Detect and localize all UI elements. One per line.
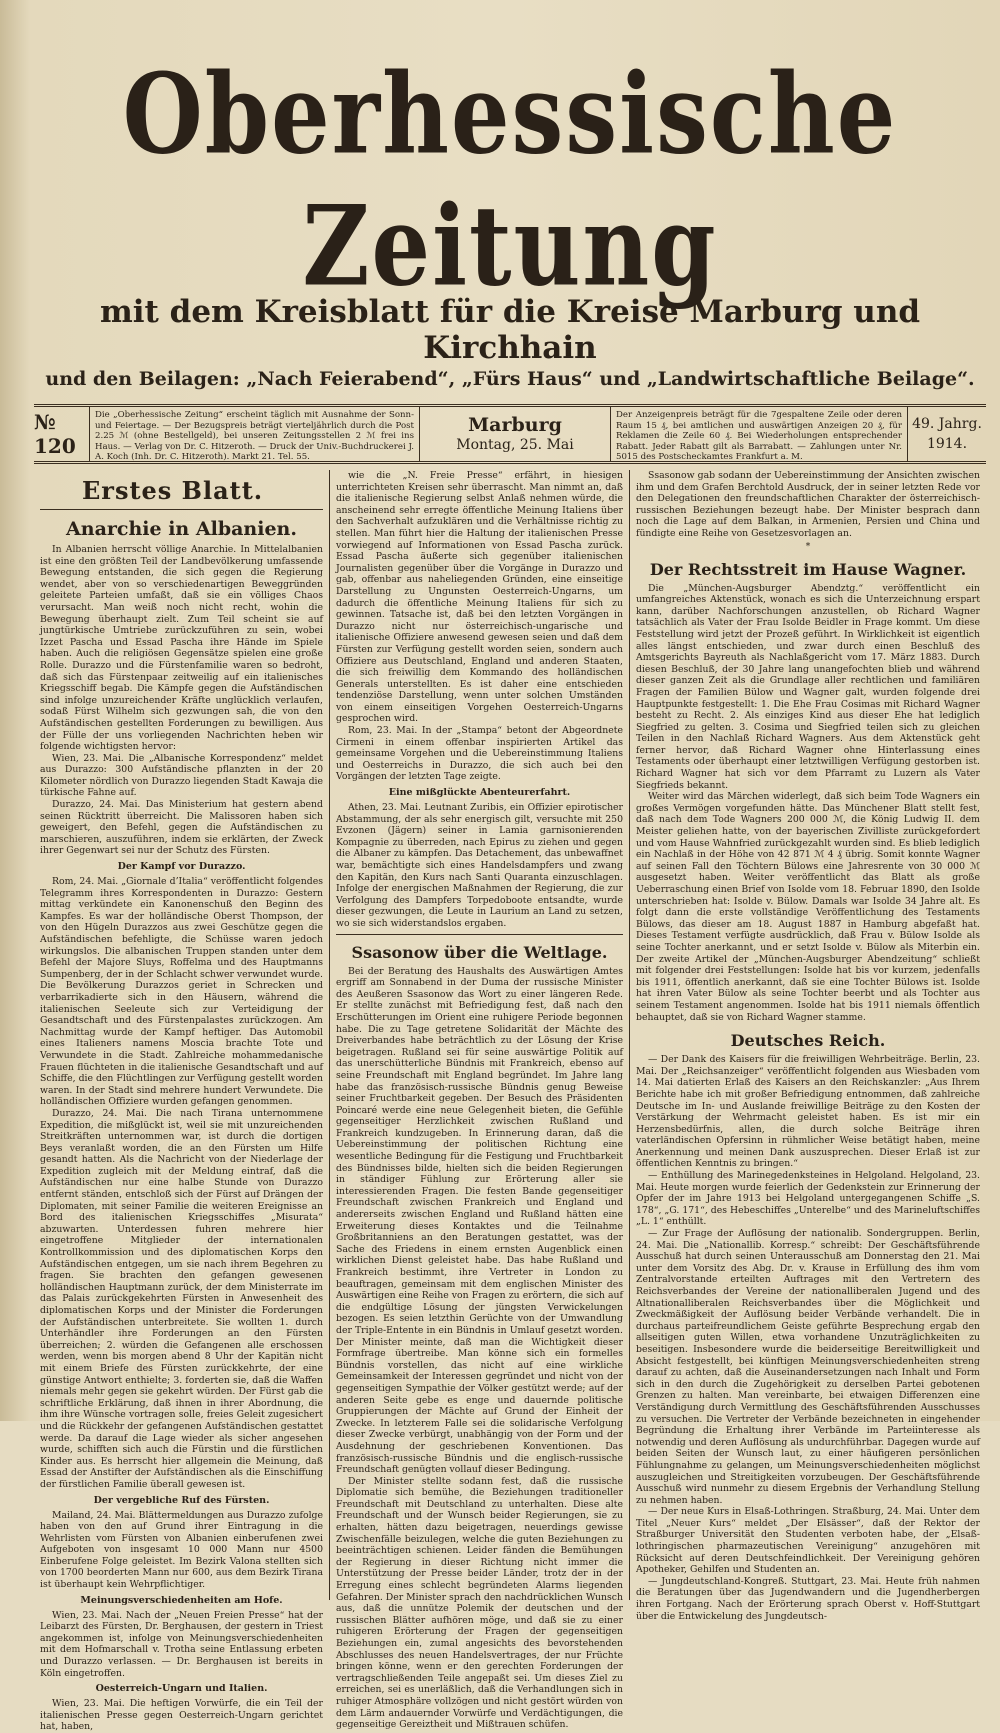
info-bar [34,404,986,464]
column-3 [630,470,986,1622]
article-paragraph: Rom, 24. Mai. „Giornale d’Italia“ veröffentlicht folgendes Telegramm ihres Korrespondenten in Durazzo: Gestern mittag verkündete ein Kanonenschuß den Beginn des Kampfes. Es war der holländische Oberst Thompson, der von den Hügeln Durazzos aus zwei Geschütze gegen die Aufständischen befehligte, die Schüsse waren jedoch wirkungslos. Die albanischen Truppen standen unter dem Befehl der Majore Sluys, Roffelma und des Hauptmanns Sumpenberg, der in der Schlacht schwer verwundet wurde. Die Bevölkerung Durazzos geriet in Schrecken und verbarrikadierte sich in den Häusern, während die italienischen Seeleute sich zur Verteidigung der Gesandtschaft und des Fürstenpalastes zurückzogen. Am Nachmittag wurde der Kampf heftiger. Das Automobil eines Italieners namens Moscia brachte Tote und Verwundete in die Stadt. Zahlreiche mohammedanische Frauen flüchteten in die italienische Gesandtschaft und auf Schiffe, die den Flüchtlingen zur Verfügung gestellt worden waren. In der Stadt sind mehrere hundert Verwundete. Die holländischen Offiziere wurden gefangen genommen. [40,876,323,1108]
article-paragraph: Durazzo, 24. Mai. Das Ministerium hat gestern abend seinen Rücktritt überreicht. Die Malissoren haben sich geweigert, den Befehl, gegen die Aufständischen zu marschieren, auszuführen, indem sie erklärten, der Zweck ihrer Gegenwart sei nur der Schutz des Fürsten. [40,799,323,857]
subscription-notice: Die „Oberhessische Zeitung“ erscheint täglich mit Ausnahme der Sonn- und Feiertage. — Der Bezugspreis beträgt vierteljährlich durch die Post 2.25 ℳ (ohne Bestellgeld), bei unseren Zeitungsstellen 2 ℳ frei ins Haus. — Verlag von Dr. C. Hitzeroth. — Druck der Univ.-Buchdruckerei J. A. Koch (Inh. Dr. C. Hitzeroth). Markt 21. Tel. 55. [90,407,420,461]
column-2 [330,470,630,1731]
article-paragraph: — Der neue Kurs in Elsaß-Lothringen. Straßburg, 24. Mai. Unter dem Titel „Neuer Kurs“ meldet „Der Elsässer“, daß der Rektor der Straßburger Universität den Studenten verboten habe, der „Elsaß-lothringischen pharmazeutischen Vereinigung“ anzugehören mit Rücksicht auf deren Deutschfeindlichkeit. Der Vereinigung gehören Apotheker, Gehilfen und Studenten an. [636,1506,980,1576]
article-paragraph: — Der Dank des Kaisers für die freiwilligen Wehrbeiträge. Berlin, 23. Mai. Der „Reichsanzeiger“ veröffentlicht folgenden aus Wiesbaden vom 14. Mai datierten Erlaß des Kaisers an den Reichskanzler: „Aus Ihrem Berichte habe ich mit großer Befriedigung entnommen, daß zahlreiche Deutsche im In- und Auslande freiwillige Beiträge zu den Kosten der Verstärkung der Wehrmacht geleistet haben. Es ist mir ein Herzensbedürfnis, allen, die durch solche Beiträge ihren vaterländischen Opfersinn in rühmlicher Weise betätigt haben, meine Anerkennung und meinen Dank auszusprechen. Dieser Erlaß ist zur öffentlichen Kenntnis zu bringen.“ [636,1054,980,1170]
article-paragraph: Ssasonow gab sodann der Uebereinstimmung der Ansichten zwischen ihm und dem Grafen Berchtold Ausdruck, der in seiner letzten Rede vor den Delegationen den freundschaftlichen Charakter der österreichisch-russischen Beziehungen bezeugt habe. Der Minister besprach dann noch die Lage auf dem Balkan, in Armenien, Persien und China und fündigte eine Reihe von Gesetzesvorlagen an. [636,470,980,539]
article-paragraph: In Albanien herrscht völlige Anarchie. In Mittelalbanien ist eine den größten Teil der Landbevölkerung umfassende Bewegung entstanden, die sich gegen die Regierung wendet, aber von so verschiedenartigen Beweggründen geleitete Parteien umfaßt, daß sie ein völliges Chaos verursacht. Man weiß noch nicht recht, wohin die Bewegung überhaupt zielt. Zum Teil scheint sie auf jungtürkische Umtriebe zurückzuführen zu sein, wobei Izzet Pascha und Essad Pascha ihre Hände im Spiele haben. Auch die religiösen Gegensätze spielen eine große Rolle. Durazzo und die Fürstenfamilie waren so bedroht, daß sich das Fürstenpaar zeitweilig auf ein italienisches Kriegsschiff begab. Die Kämpfe gegen die Aufständischen sind infolge unzureichender Kräfte unglücklich verlaufen, sodaß Fürst Wilhelm sich gezwungen sah, die von den Aufständischen gestellten Forderungen zu bewilligen. Aus der Fülle der uns vorliegenden Nachrichten heben wir folgende wichtigsten hervor: [40,544,323,753]
article-paragraph: Mailand, 24. Mai. Blättermeldungen aus Durazzo zufolge haben von den auf Grund ihrer Eintragung in die Wehrlisten vom Fürsten von Albanien einberufenen zwei Aufgeboten von insgesamt 10 000 Mann nur 4500 Einberufene Folge geleistet. Im Bezirk Valona stellten sich von 1700 beorderten Mann nur 600, aus dem Bezirk Tirana ist überhaupt kein Wehrpflichtiger. [40,1509,323,1591]
divider [336,934,623,935]
masthead-title: Oberhessische Zeitung [122,49,898,311]
publication-date: Montag, 25. Mai [456,437,574,453]
article-paragraph: Wien, 23. Mai. Die heftigen Vorwürfe, die ein Teil der italienischen Presse gegen Oesterreich-Ungarn gerichtet hat, haben, [40,1698,323,1733]
article-paragraph: Durazzo, 24. Mai. Die nach Tirana unternommene Expedition, die mißglückt ist, weil sie mit unzureichenden Streitkräften unternommen war, ist durch die dortigen Beys veranlaßt worden, die an den Fürsten um Hilfe gesandt hatten. Als die Nachricht von der Niederlage der Expedition zugleich mit der Meldung eintraf, daß die Aufständischen nur eine halbe Stunde von Durazzo entfernt ständen, entschloß sich der Fürst auf Drängen der Diplomaten, mit seiner Familie die weiteren Ereignisse an Bord des italienischen Kriegsschiffes „Misurata“ abzuwarten. Unterdessen fuhren mehrere hier eingetroffene Mitglieder der internationalen Kontrollkommission und des diplomatischen Korps den Aufständischen entgegen, um sie nach ihrem Begehren zu fragen. Sie brachten den gefangen gewesenen holländischen Hauptmann zurück, der dem Ministerrate im das Palais zurückgekehrten Fürsten in Anwesenheit des diplomatischen Korps und der Minister die Forderungen der Aufständischen unterbreitete. Sie wollten 1. durch Unterhändler ihre Forderungen an den Fürsten überreichen; 2. würden die Gefangenen alle erschossen werden, wenn bis morgen abend 8 Uhr der Kapitän nicht mit einem Briefe des Fürsten zurückkehrte, der eine günstige Antwort enthielte; 3. forderten sie, daß die Waffen niemals mehr gegen sie gekehrt würden. Der Fürst gab die schriftliche Erklärung, daß ihnen in ihrer Abordnung, die ihm ihre Wünsche vortragen solle, freies Geleit zugesichert und die Rückkehr der gefangenen Aufständischen gestattet werde. Da darauf die Lage wieder als sicher angesehen wurde, schifften sich auch die Fürstin und die fürstlichen Kinder aus. Es herrscht hier allgemein die Meinung, daß Essad der Anstifter der Aufständischen als die Einschiffung der fürstlichen Familie überall gewesen ist. [40,1107,323,1490]
headline-wagner: Der Rechtsstreit im Hause Wagner. [649,559,967,579]
headline-reich: Deutsches Reich. [730,1031,886,1051]
masthead-subtitle: mit dem Kreisblatt für die Kreise Marburg und Kirchhain [99,294,921,366]
volume-year [908,407,986,461]
article-paragraph: — Enthüllung des Marinegedenksteines in Helgoland. Helgoland, 23. Mai. Heute morgen wurde feierlich der Gedenkstein zur Erinnerung der Opfer der im Jahre 1913 bei Helgoland untergegangenen Schiffe „S. 178“, „G. 171“, des Hebeschiffes „Unterelbe“ und des Marineluftschiffes „L. 1“ enthüllt. [636,1170,980,1228]
subheading-call: Der vergebliche Ruf des Fürsten. [93,1494,270,1506]
subheading-fight: Der Kampf vor Durazzo. [117,861,246,873]
masthead-supplements: und den Beilagen: „Nach Feierabend“, „Fürs Haus“ und „Landwirtschaftliche Beilage“. [45,368,975,390]
article-paragraph: Bei der Beratung des Haushalts des Auswärtigen Amtes ergriff am Sonnabend in der Duma der russische Minister des Aeußeren Ssasonow das Wort zu einer längeren Rede. Er stellte zunächst mit Befriedigung fest, daß nach den Erschütterungen im Orient eine ruhigere Periode begonnen habe. Die zu Tage getretene Solidarität der Mächte des Dreiverbandes habe beträchtlich zu der Lösung der Krise beigetragen. Rußland sei für seine auswärtige Politik auf das unerschütterliche Bündnis mit Frankreich, ebenso auf seine Freundschaft mit England begründet. Im Jahre lang habe das französisch-russische Bündnis genug Beweise seiner Fruchtbarkeit gegeben. Der Besuch des Präsidenten Poincaré werde eine neue Gelegenheit bieten, die Gefühle gegenseitiger Herzlichkeit zwischen Rußland und Frankreich kundzugeben. In Erinnerung daran, daß die Uebereinstimmung der politischen Richtung eine wesentliche Bedingung für die Festigung und Fruchtbarkeit des Bündnisses bilde, hielten sich die beiden Regierungen in ständiger Fühlung zur Erörterung aller sie interessierenden Fragen. Die festen Bande gegenseitiger Freundschaft zwischen Frankreich und England und andererseits zwischen England und Rußland hätten eine Erweiterung dieses Kontaktes und die Teilnahme Großbritanniens an den Beratungen gestattet, was der Sache des Friedens in einem ernsten Augenblick einen wirklichen Dienst geleistet habe. Das habe Rußland und Frankreich bestimmt, ihre Vertreter in London zu beauftragen, gemeinsam mit dem englischen Minister des Auswärtigen eine Reihe von Fragen zu erörtern, die sich auf die endgültige Lösung der jüngsten Verwickelungen bezogen. Es seien letzthin Gerüchte von der Umwandlung der Triple-Entente in ein Bündnis in Umlauf gesetzt worden. Der Minister meinte, daß man die Wichtigkeit dieser Formfrage übertreibe. Man könne sich ein formelles Bündnis vorstellen, das nicht auf eine wirkliche Gemeinsamkeit der Interessen gegründet und nicht von der gegenseitigen Sympathie der Völker gestützt werde; auf der anderen Seite gebe es enge und dauernde politische Gruppierungen der Mächte auf Grund der Einheit der Zwecke. In letzterem Falle sei die solidarische Verfolgung dieser Zwecke verbürgt, unabhängig von der Form und der Ausdehnung der geschriebenen Konventionen. Das französisch-russische Bündnis und die englisch-russische Freundschaft genügten vollauf dieser Bedingung. [336,965,623,1476]
article-paragraph: Rom, 23. Mai. In der „Stampa“ betont der Abgeordnete Cirmeni in einem offenbar inspirierten Artikel das gemeinsame Vorgehen und die Uebereinstimmung Italiens und Oesterreichs in Durazzo, die sich auch bei den Vorgängen der letzten Tage zeigte. [336,725,623,783]
article-paragraph: — Zur Frage der Auflösung der nationalib. Sondergruppen. Berlin, 24. Mai. Die „Nationallib. Korresp.“ schreibt: Der Geschäftsführende Ausschuß hat durch seinen Unterausschuß am Donnerstag den 21. Mai unter dem Vorsitz des Abg. Dr. v. Krause in Erfüllung des ihm vom Zentralvorstande erteilten Auftrages mit den Vertretern des Reichsverbandes der Vereine der nationalliberalen Jugend und des Altnationalliberalen Reichsverbandes über die Möglichkeit und Zweckmäßigkeit der Auflösung beider Verbände verhandelt. Die in durchaus parteifreundlichem Geiste geführte Besprechung ergab den allseitigen guten Willen, etwa vorhandene Unzuträglichkeiten zu beseitigen. Insbesondere wurde die beiderseitige Bereitwilligkeit und Absicht festgestellt, bei künftigen Meinungsverschiedenheiten streng darauf zu achten, daß die Auseinandersetzungen nach Inhalt und Form sich in den durch die Zugehörigkeit zu derselben Partei gebotenen Grenzen zu halten. Man vereinbarte, bei etwaigen Differenzen eine Verständigung durch Vermittlung des Geschäftsführenden Ausschusses zu versuchen. Die Vertreter der Verbände bezeichneten in eingehender Begründung die Erhaltung ihrer Verbände im Parteiinteresse als notwendig und deren Auflösung als undurchführbar. Dagegen wurde auf beiden Seiten der Wunsch laut, zu einer häufigeren persönlichen Fühlungnahme zu gelangen, um Meinungsverschiedenheiten möglichst auszugleichen und Streitigkeiten vorzubeugen. Der Geschäftsführende Ausschuß wird nunmehr zu diesem Ergebnis der Verhandlung Stellung zu nehmen haben. [636,1228,980,1506]
divider [40,509,323,510]
article-paragraph: Wien, 23. Mai. Die „Albanische Korrespondenz“ meldet aus Durazzo: 300 Aufständische pflanzten in der 20 Kilometer nördlich von Durazzo liegenden Stadt Kawaja die türkische Fahne auf. [40,752,323,799]
article-paragraph: Athen, 23. Mai. Leutnant Zuribis, ein Offizier epirotischer Abstammung, der als sehr energisch gilt, versuchte mit 250 Evzonen (Jägern) seiner in Lamia garnisonierenden Kompagnie zu überreden, nach Epirus zu ziehen und gegen die Albaner zu kämpfen. Das Detachement, das unbewaffnet war, bemächtigte sich eines Handelsdampfers und zwang den Kapitän, den Kurs nach Santi Quaranta einzuschlagen. Infolge der energischen Maßnahmen der Regierung, die zur Verfolgung des Dampfers Torpedoboote entsandte, wurde dieser gezwungen, die Leute in Laurium an Land zu setzen, wo sie sich widerstandslos ergaben. [336,802,623,929]
headline-albania: Anarchie in Albanien. [66,518,297,540]
sheet-label: Erstes Blatt. [82,476,264,505]
article-paragraph: Wien, 23. Mai. Nach der „Neuen Freien Presse“ hat der Leibarzt des Fürsten, Dr. Berghausen, der gestern in Triest angekommen ist, infolge von Meinungsverschiedenheiten mit dem Hofmarschall v. Trotha seine Entlassung erbeten und Durazzo verlassen. — Dr. Berghausen ist bereits in Köln eingetroffen. [40,1609,323,1679]
article-paragraph: wie die „N. Freie Presse“ erfährt, in hiesigen unterrichteten Kreisen sehr überrascht. Man nimmt an, daß die italienische Regierung selbst Anlaß nehmen würde, die anscheinend sehr erregte öffentliche Meinung Italiens über den Sachverhalt aufzuklären und die Verhältnisse richtig zu stellen. Man führt hier die Haltung der italienischen Presse vorwiegend auf Informationen von Essad Pascha zurück. Essad Pascha äußerte sich gegenüber italienischen Journalisten gegenüber über die Vorgänge in Durazzo und gab, offenbar aus naheliegenden Gründen, eine einseitige Darstellung zu Ungunsten Oesterreich-Ungarns, um dadurch die öffentliche Meinung Italiens für sich zu gewinnen. Tatsache ist, daß bei den letzten Vorgängen in Durazzo nicht nur österreichisch-ungarische und italienische Offiziere anwesend gewesen seien und daß dem Fürsten zur Verfügung gestellt worden seien, sondern auch Offiziere aus Deutschland, England und anderen Staaten, die sich freiwillig dem Kommando des holländischen Generals unterstellten. Es ist daher eine entschieden tendenziöse Darstellung, wenn unter solchen Umständen von einem einseitigen Vorgehen Oesterreich-Ungarns gesprochen wird. [336,470,623,725]
article-paragraph: Die „München-Augsburger Abendztg.“ veröffentlicht ein umfangreiches Aktenstück, wonach es sich die Unterzeichnung erspart kann, darüber Nachforschungen anzustellen, ob Richard Wagner tatsächlich als Vater der Frau Isolde Beidler in Frage kommt. Um diese Feststellung wird jetzt der Prozeß geführt. In Wirklichkeit ist eigentlich alles längst entschieden, und zwar durch einen Beschluß des Amtsgerichts Bayreuth als Nachlaßgericht vom 17. März 1883. Durch diesen Beschluß, der 30 Jahre lang unangefochten blieb und während dieser ganzen Zeit als die Grundlage aller rechtlichen und familiären Fragen der Familien Bülow und Wagner galt, wurden folgende drei Hauptpunkte festgestellt: 1. Die Ehe Frau Cosimas mit Richard Wagner besteht zu Recht. 2. Als einziges Kind aus dieser Ehe hat lediglich Siegfried zu gelten. 3. Cosima und Siegfried teilen sich zu gleichen Teilen in den Nachlaß Richard Wagners. Aus dem Aktenstück geht ferner hervor, daß Richard Wagner ohne Hinterlassung eines Testaments oder überhaupt einer letztwilligen Verfügung gestorben ist. Richard Wagner hat sich vor dem Pfarramt zu Luzern als Vater Siegfrieds bekannt. [636,582,980,791]
year: 1914. [926,436,968,452]
headline-sasonov: Ssasonow über die Weltlage. [351,942,608,962]
section-star: * [805,541,811,552]
issue-number: № 120 [34,407,90,461]
publication-place: Marburg [468,414,562,436]
place-date [420,407,610,461]
article-paragraph: Weiter wird das Märchen widerlegt, daß sich beim Tode Wagners ein großes Vermögen vorgefunden hätte. Das Münchener Blatt stellt fest, daß nach dem Tode Wagners 200 000 ℳ, die König Ludwig II. dem Meister geliehen hatte, von der bayerischen Zivilliste zurückgefordert und vom Hause Wahnfried zurückgezahlt wurden sind. Es blieb lediglich ein Nachlaß in der Höhe von 42 871 ℳ 4 ₰ übrig. Somit konnte Wagner auf seinen Fall den Töchtern Bülows eine Jahresrente von 30 000 ℳ ausgesetzt haben. Weiter veröffentlicht das Blatt als große Ueberraschung einen Brief von Isolde vom 18. Februar 1890, den Isolde unterschrieben hat: Isolde v. Bülow. Damals war Isolde 34 Jahre alt. Es folgt dann die erste vollständige Veröffentlichung des Testaments Bülows, das dieser am 18. August 1887 in Hamburg abgefaßt hat. Dieses Testament verfügte ausdrücklich, daß Frau v. Bülow Isolde als seine Tochter anerkannt, und er setzt Isolde v. Bülow als Miterbin ein. Der zweite Artikel der „München-Augsburger Abendzeitung“ schließt mit folgender drei Feststellungen: Isolde hat bis vor kurzem, jedenfalls bis 1911, öffentlich anerkannt, daß sie eine Tochter Bülows ist. Isolde hat ihren Vater Bülow als seine Tochter beerbt und als Tochter aus seinem Testament angenommen. Isolde hat bis 1911 niemals öffentlich behauptet, daß sie von Richard Wagner stamme. [636,791,980,1023]
article-paragraph: — Jungdeutschland-Kongreß. Stuttgart, 23. Mai. Heute früh nahmen die Beratungen über das Jugendwandern und die Jugendherbergen ihren Fortgang. Nach der Erörterung sprach Oberst v. Hoff-Stuttgart über die Entwickelung des Jungdeutsch- [636,1575,980,1622]
subheading-austria: Oesterreich-Ungarn und Italien. [95,1683,268,1695]
column-1 [34,470,330,1733]
article-paragraph: Der Minister stellte sodann fest, daß die russische Diplomatie sich bemühe, die Beziehungen traditioneller Freundschaft mit Deutschland zu unterhalten. Diese alte Freundschaft und der Wunsch beider Regierungen, sie zu erhalten, hätten dazu beigetragen, neuerdings gewisse Zwischenfälle beizulegen, welche die guten Beziehungen zu beeinträchtigen schienen. Leider fänden die Bemühungen der Regierung in dieser Richtung nicht immer die Unterstützung der Presse beider Länder, trotz der in der Erregung eines schlecht begründeten Alarms liegenden Gefahren. Der Minister sprach den nachdrücklichen Wunsch aus, daß die unnütze Polemik der deutschen und der russischen Blätter aufhören möge, und daß sie zu einer ruhigeren Erörterung der Fragen der gegenseitigen Beziehungen ein, zumal angesichts des bevorstehenden Abschlusses des neuen Handelsvertrages, der nur Früchte bringen könne, wenn er den gerechten Forderungen der vertragschließenden Teile angepaßt sei. Um dieses Ziel zu erreichen, sei es unerläßlich, daß die Verhandlungen sich in ruhiger Atmosphäre vollzögen und nicht gestört würden von dem Lärm andauernder Vorwürfe und Verdächtigungen, die gegenseitige Gereiztheit und Mißtrauen schüfen. [336,1475,623,1731]
advertising-notice: Der Anzeigenpreis beträgt für die 7gespaltene Zeile oder deren Raum 15 ₰, bei amtlichen und auswärtigen Anzeigen 20 ₰, für Reklamen die Zeile 60 ₰. Bei Wiederholungen entsprechender Rabatt. Jeder Rabatt gilt als Barrabatt. — Zahlungen unter Nr. 5015 des Postscheckamtes Frankfurt a. M. [610,407,908,461]
subheading-court: Meinungsverschiedenheiten am Hofe. [80,1594,283,1606]
article-columns [34,470,986,1733]
volume: 49. Jahrg. [912,416,982,432]
subheading-adventure: Eine mißglückte Abenteurerfahrt. [388,787,571,799]
